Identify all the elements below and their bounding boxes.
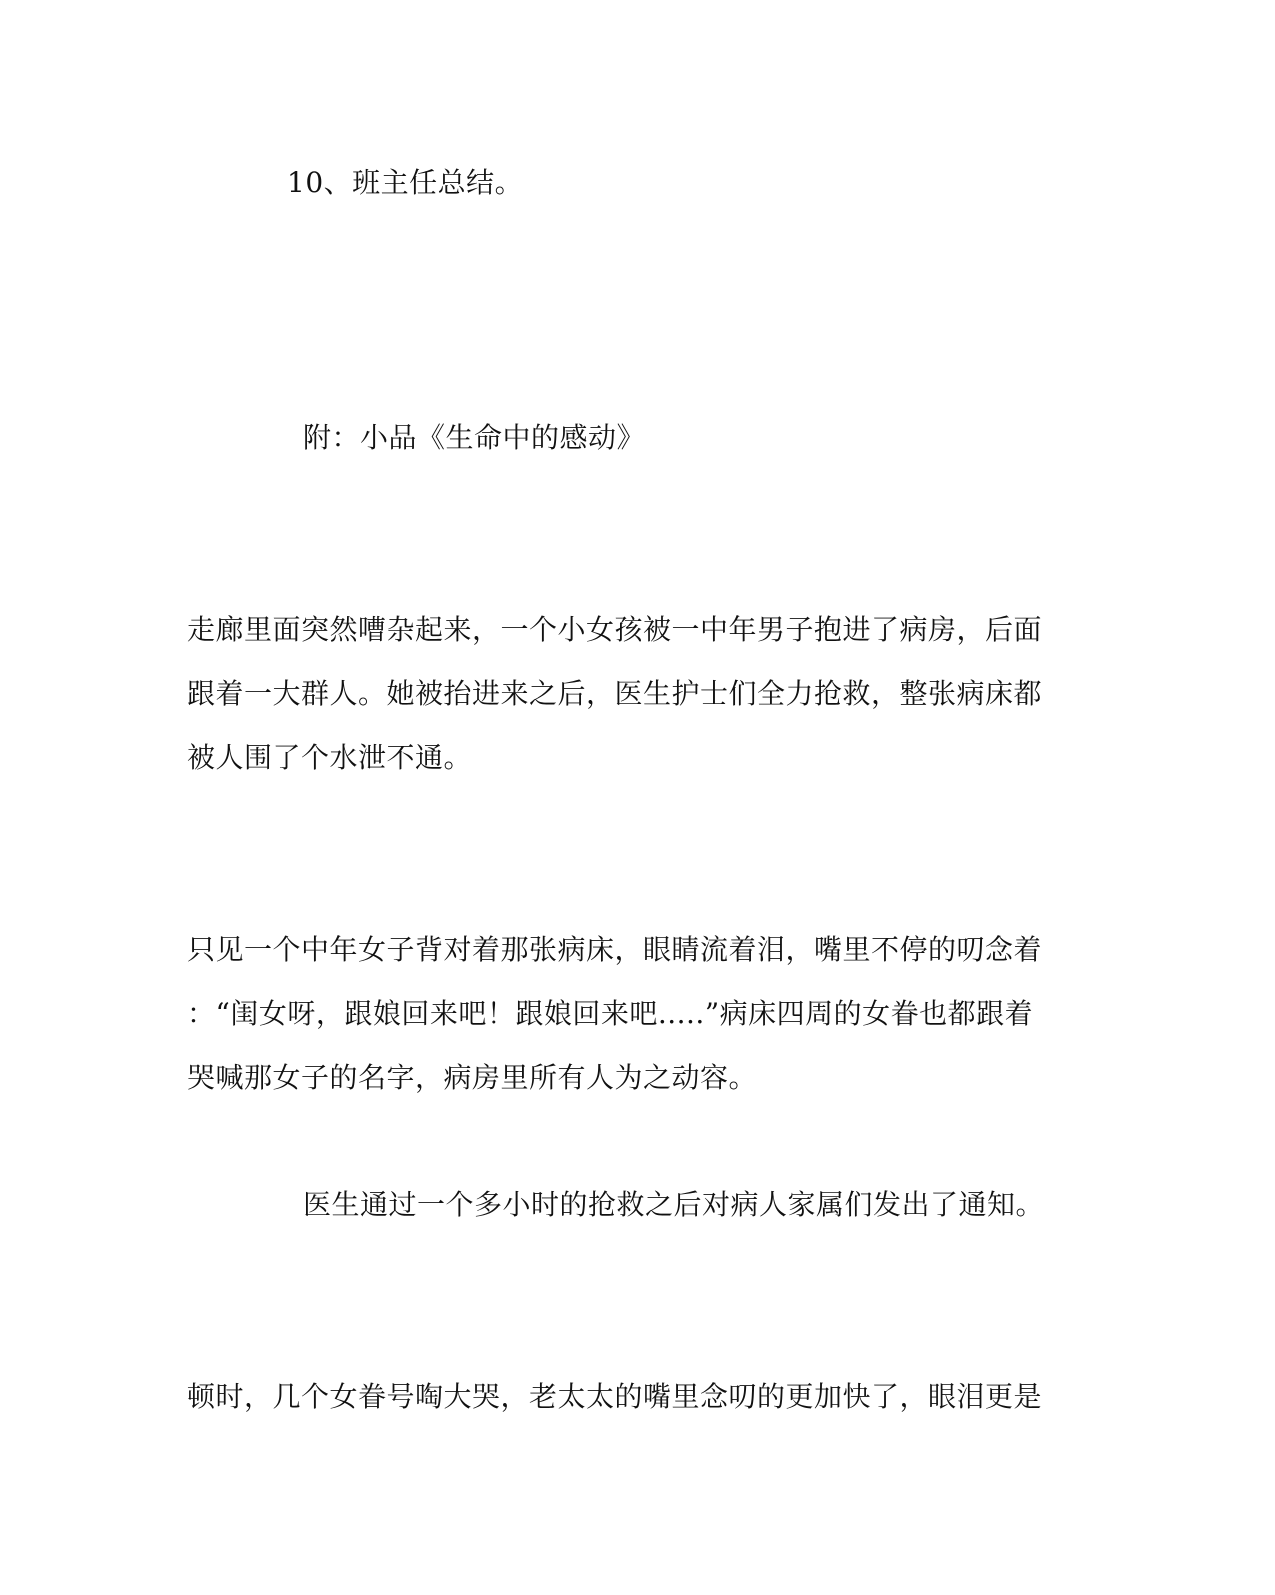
paragraph-line: 顿时，几个女眷号啕大哭，老太太的嘴里念叨的更加快了，眼泪更是 xyxy=(187,1380,1043,1413)
paragraph-line: 跟着一大群人。她被抬进来之后，医生护士们全力抢救，整张病床都 xyxy=(187,677,1043,710)
paragraph-line: 被人围了个水泄不通。 xyxy=(187,741,473,774)
item-10-text: 10、班主任总结。 xyxy=(287,166,524,199)
paragraph-line: ：“闺女呀，跟娘回来吧！跟娘回来吧.....”病床四周的女眷也都跟着 xyxy=(187,997,1034,1030)
paragraph-3: 医生通过一个多小时的抢救之后对病人家属们发出了通知。 xyxy=(303,1188,1045,1221)
paragraph-line: 走廊里面突然嘈杂起来，一个小女孩被一中年男子抱进了病房，后面 xyxy=(187,613,1043,646)
paragraph-line: 哭喊那女子的名字，病房里所有人为之动容。 xyxy=(187,1061,758,1094)
paragraph-line: 只见一个中年女子背对着那张病床，眼睛流着泪，嘴里不停的叨念着 xyxy=(187,933,1043,966)
appendix-title: 附：小品《生命中的感动》 xyxy=(303,421,646,454)
